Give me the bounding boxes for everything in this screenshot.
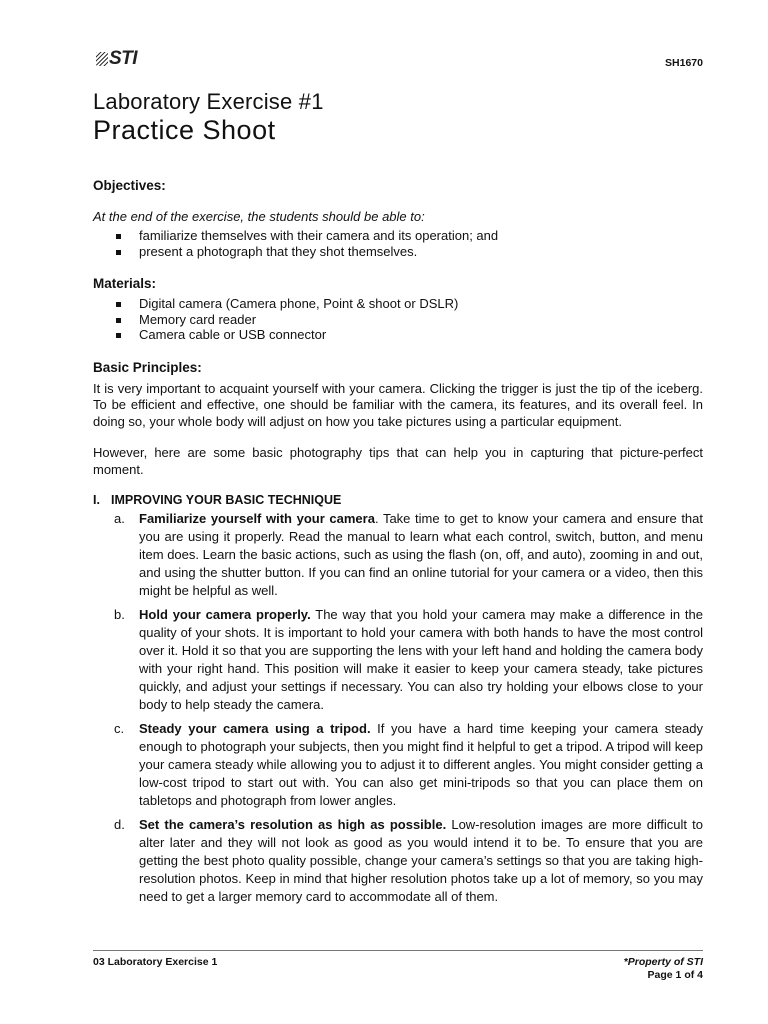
logo-text: STI [109,48,138,69]
section-heading [93,493,703,507]
list-item: Camera cable or USB connector [93,327,703,343]
tip-letter: b. [114,607,125,622]
materials-heading: Materials: [93,276,157,291]
objectives-heading: Objectives: [93,178,166,193]
tip-text: The way that you hold your camera may make a difference in the quality of your shots. It is important to hold your camera with both hands to have the most control over it. Hold it so that you are supporting the lens with your left hand and holding the camera body with your right hand. This position will make it easier to keep your camera steady, take pictures quickly, and adjust your settings if necessary. You can also try holding your elbows close to your body to help steady the camera. [139,607,703,712]
principles-paragraph: However, here are some basic photography tips that can help you in capturing that picture-perfect moment. [93,445,703,477]
tip-item [93,510,703,600]
bullet-icon [116,302,121,307]
tip-lead: Steady your camera using a tripod. [139,721,371,736]
tip-text: Low-resolution images are more difficult to alter later and they will not look as good as you would intend it to be. To ensure that you are getting the best photo quality possible, change your camera’s settings so that you are taking high-resolution photos. Keep in mind that higher resolution photos take up a lot of memory, so you may need to get a larger memory card to accommodate all of them. [139,817,703,904]
list-item: Digital camera (Camera phone, Point & shoot or DSLR) [93,296,703,312]
tip-letter: d. [114,817,125,832]
tip-text: If you have a hard time keeping your camera steady enough to photograph your subjects, then you might find it helpful to get a tripod. A tripod will keep your camera steady while allowing you to adjust it to different angles. You might consider getting a low-cost tripod to start out with. You can also get mini-tripods so that you can place them on tabletops and photograph from lower angles. [139,721,703,808]
objectives-intro: At the end of the exercise, the students should be able to: [93,209,425,224]
bullet-icon [116,318,121,323]
sti-logo [96,48,137,70]
section-number: I. [93,493,100,507]
page-number: Page 1 of 4 [647,969,703,981]
section-title: IMPROVING YOUR BASIC TECHNIQUE [111,493,342,507]
principles-paragraph: It is very important to acquaint yourself with your camera. Clicking the trigger is just the tip of the iceberg. To be efficient and effective, one should be familiar with the camera, its features, and its overall feel. In doing so, your whole body will adjust on how you take pictures using a particular equipment. [93,380,703,429]
materials-list [93,296,703,343]
exercise-name-title: Practice Shoot [93,115,276,145]
list-item: Memory card reader [93,312,703,328]
tip-text: . Take time to get to know your camera and ensure that you are using it properly. Read the manual to learn what each control, switch, button, and menu item does. Learn the basic actions, such as using the flash (on, off, and auto), zooming in and out, and using the shutter button. If you can find an online tutorial for your camera or a video, then this might be helpful as well. [139,511,703,598]
list-item: present a photograph that they shot themselves. [93,244,703,260]
tip-letter: c. [114,721,125,736]
tip-lead: Familiarize yourself with your camera [139,511,375,526]
objectives-list [93,228,703,259]
tip-letter: a. [114,511,125,526]
basic-principles-heading: Basic Principles: [93,359,202,375]
footer-divider [93,950,703,951]
property-notice: *Property of STI [623,956,703,968]
tip-lead: Set the camera’s resolution as high as possible. [139,817,447,832]
tip-item [93,720,703,810]
document-body [93,178,703,906]
tip-item [93,816,703,906]
footer-page-info [624,956,703,982]
list-item: familiarize themselves with their camera and its operation; and [93,228,703,244]
tip-item [93,606,703,714]
document-code: SH1670 [665,57,703,69]
footer-course-label: 03 Laboratory Exercise 1 [93,956,218,968]
tip-lead: Hold your camera properly. [139,607,311,622]
bullet-icon [116,250,121,255]
exercise-number-title: Laboratory Exercise #1 [93,89,324,114]
logo-mark-icon [96,52,108,66]
bullet-icon [116,333,121,338]
bullet-icon [116,234,121,239]
tips-list [93,510,703,906]
